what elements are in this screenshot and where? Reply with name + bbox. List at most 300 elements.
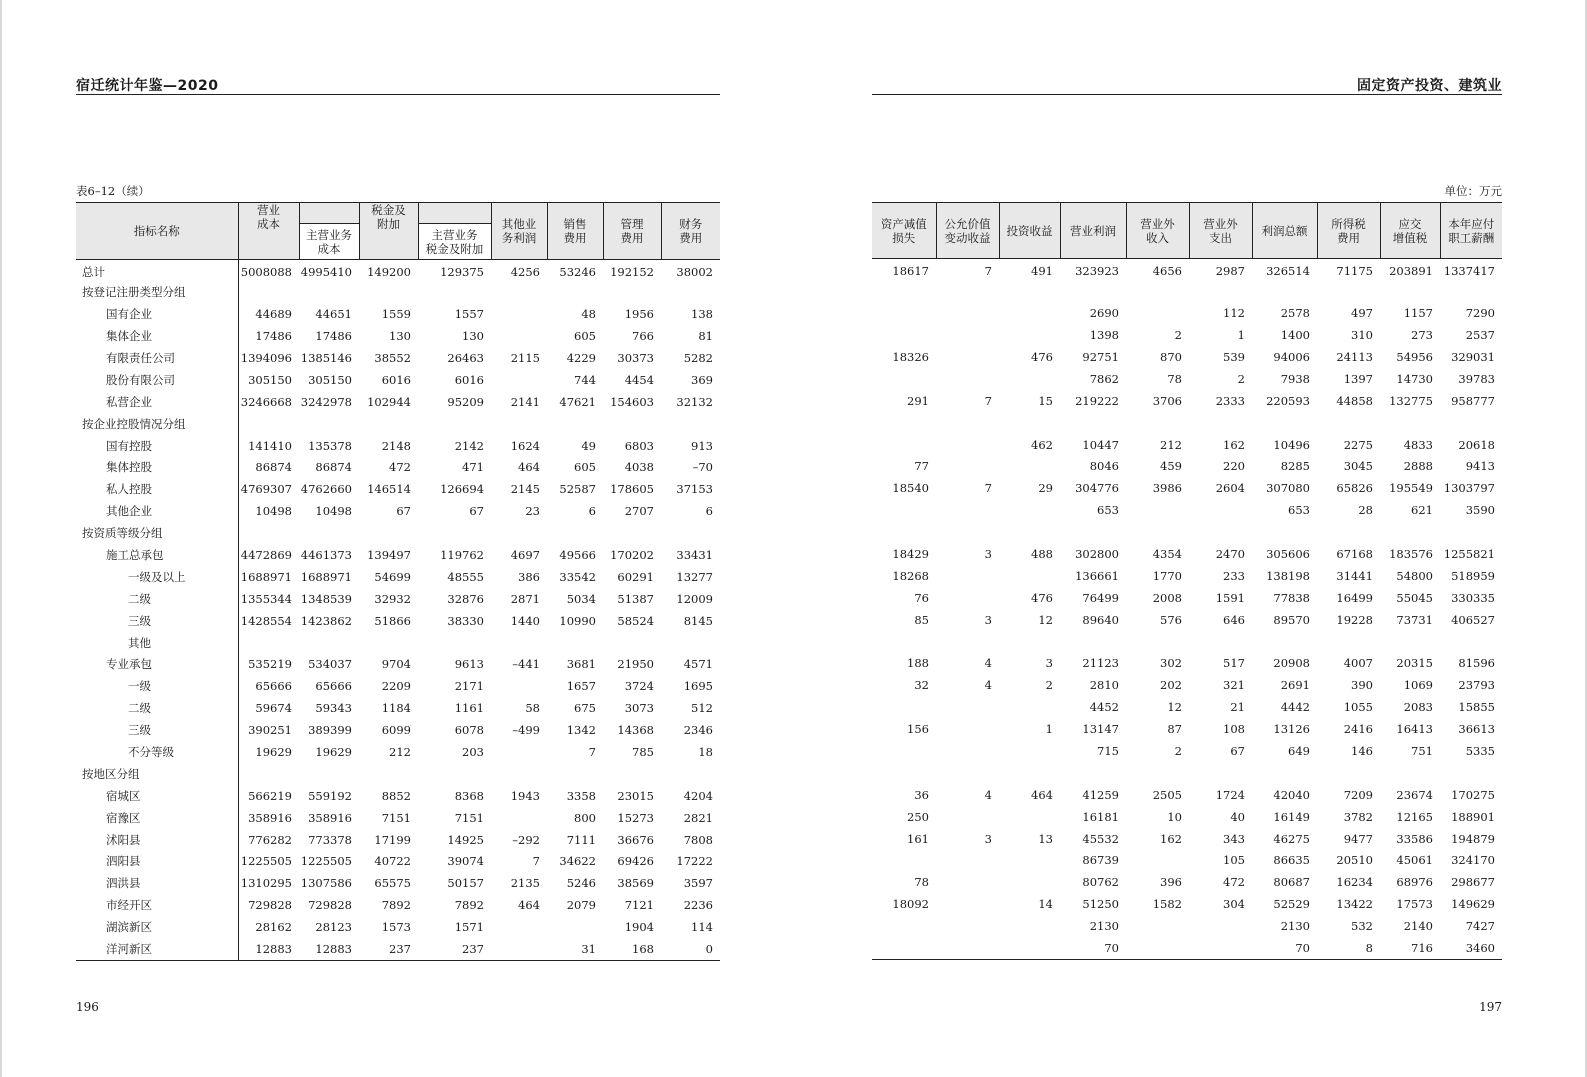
unit-caption: 单位：万元 (1444, 184, 1502, 198)
data-cell (936, 412, 999, 434)
data-cell: 12883 (255, 941, 292, 956)
data-cell: 67 (396, 504, 411, 519)
row-label: 洋河新区 (76, 938, 238, 960)
data-cell: 14 (1038, 897, 1053, 912)
data-cell: 5246 (566, 876, 596, 891)
table-row (76, 500, 720, 522)
data-cell: 3782 (1343, 809, 1373, 824)
data-cell: 138198 (1266, 568, 1310, 583)
data-cell: 358916 (248, 810, 292, 825)
data-cell (936, 740, 999, 762)
data-cell: 476 (1031, 590, 1053, 605)
table-row (76, 369, 720, 391)
table-row (872, 456, 1502, 478)
table-row (76, 457, 720, 479)
data-cell: 95209 (447, 394, 484, 409)
data-cell: 2604 (1215, 481, 1245, 496)
data-cell: 2130 (1280, 919, 1310, 934)
data-cell (547, 522, 603, 544)
data-cell: 7892 (454, 898, 484, 913)
data-cell (1126, 850, 1189, 872)
data-cell: 605 (574, 460, 596, 475)
data-cell: 48 (581, 307, 596, 322)
data-cell (491, 632, 547, 654)
data-cell: 161 (907, 831, 929, 846)
data-cell (999, 521, 1060, 543)
data-cell (936, 631, 999, 653)
data-cell (1440, 762, 1502, 784)
data-cell: 4454 (624, 372, 654, 387)
data-cell: 203891 (1389, 264, 1433, 279)
data-cell (1126, 521, 1189, 543)
data-cell: 305150 (308, 372, 352, 387)
data-cell (1317, 412, 1380, 434)
data-cell (999, 696, 1060, 718)
row-label: 总计 (76, 260, 238, 282)
data-cell: 305150 (248, 372, 292, 387)
data-cell: 559192 (308, 788, 352, 803)
data-cell: 58 (525, 701, 540, 716)
data-cell (661, 632, 720, 654)
data-cell: 1571 (454, 920, 484, 935)
row-label: 不分等级 (76, 741, 238, 763)
table-row (872, 631, 1502, 653)
data-cell (1380, 631, 1440, 653)
data-cell (1317, 631, 1380, 653)
data-cell: 38569 (617, 876, 654, 891)
data-cell (872, 302, 936, 324)
data-cell: 77 (914, 459, 929, 474)
data-cell: 476 (1031, 350, 1053, 364)
data-cell: 13 (1038, 831, 1053, 846)
table-row (76, 675, 720, 697)
data-cell: 53246 (559, 265, 596, 280)
data-cell: 776282 (248, 832, 292, 847)
data-cell: 605 (574, 329, 596, 344)
data-cell (872, 740, 936, 762)
data-cell: 4038 (624, 460, 654, 475)
data-cell: 38002 (676, 265, 713, 280)
row-label: 三级 (76, 719, 238, 741)
row-label: 私营企业 (76, 391, 238, 413)
data-cell: 135378 (308, 438, 352, 453)
data-cell (1380, 280, 1440, 302)
data-cell: 2470 (1215, 547, 1245, 562)
data-cell: 3 (984, 831, 992, 846)
data-cell: 149200 (367, 265, 411, 280)
table-row (872, 828, 1502, 850)
data-cell: 497 (1351, 306, 1373, 321)
data-cell (1126, 937, 1189, 959)
data-cell: 8046 (1089, 459, 1119, 474)
data-cell (1317, 280, 1380, 302)
data-cell: 40 (1230, 809, 1245, 824)
data-cell: 1355344 (240, 591, 292, 606)
data-cell (1189, 280, 1252, 302)
table-row (76, 938, 720, 960)
data-cell: 406527 (1451, 612, 1495, 627)
data-cell: 7 (984, 393, 992, 408)
table-row (872, 521, 1502, 543)
data-cell: 13422 (1336, 897, 1373, 912)
data-cell: 38330 (447, 613, 484, 628)
right-col-header: 营业外 收入 (1126, 203, 1189, 259)
right-data-table (872, 202, 1502, 960)
table-row (872, 740, 1502, 762)
data-cell: 17486 (255, 329, 292, 344)
data-cell: 1394096 (240, 351, 292, 365)
data-cell: 23 (525, 504, 540, 519)
data-cell: 302800 (1075, 547, 1119, 562)
data-cell: 15 (1038, 393, 1053, 408)
data-cell: 2079 (566, 898, 596, 913)
data-cell (999, 565, 1060, 587)
data-cell: 5282 (683, 351, 713, 365)
data-cell: 773378 (308, 832, 352, 847)
data-cell: 130 (389, 329, 411, 344)
data-cell: 54800 (1396, 568, 1433, 583)
data-cell: 7862 (1089, 371, 1119, 386)
data-cell: 2 (1174, 744, 1182, 759)
data-cell: 178605 (610, 482, 654, 497)
data-cell (936, 368, 999, 390)
data-cell: 6803 (624, 438, 654, 453)
data-cell (603, 413, 661, 435)
data-cell (1440, 521, 1502, 543)
row-label: 其他 (76, 632, 238, 654)
table-row (76, 303, 720, 325)
left-page-number: 196 (76, 1000, 99, 1014)
col-header-main-business-tax: 主营业务 税金及附加 (418, 223, 491, 259)
data-cell: 154603 (610, 394, 654, 409)
table-row (872, 390, 1502, 412)
data-cell: 65826 (1336, 481, 1373, 496)
data-cell: 304 (1223, 897, 1245, 912)
data-cell: 1184 (381, 701, 411, 716)
data-cell: 6016 (381, 372, 411, 387)
data-cell (491, 522, 547, 544)
data-cell: 9704 (381, 657, 411, 672)
data-cell: 28123 (315, 920, 352, 935)
data-cell: 10496 (1273, 437, 1310, 452)
data-cell (359, 522, 418, 544)
data-cell: 4452 (1089, 700, 1119, 715)
row-label: 国有企业 (76, 303, 238, 325)
row-label: 其他企业 (76, 500, 238, 522)
right-col-header: 利润总额 (1252, 203, 1317, 259)
data-cell: 65666 (255, 679, 292, 694)
data-cell: 2140 (1403, 919, 1433, 934)
data-cell: 1724 (1215, 787, 1245, 802)
data-cell: 462 (1031, 437, 1053, 452)
data-cell: 3724 (624, 679, 654, 694)
data-cell: 4 (984, 678, 992, 693)
data-cell: 566219 (248, 788, 292, 803)
right-col-header: 公允价值 变动收益 (936, 203, 999, 259)
data-cell (418, 632, 491, 654)
data-cell: 23674 (1396, 787, 1433, 802)
data-cell: 86635 (1273, 853, 1310, 868)
data-cell (999, 871, 1060, 893)
table-row (872, 280, 1502, 302)
data-cell: 44689 (255, 307, 292, 322)
data-cell: 138 (691, 307, 713, 322)
data-cell: 68976 (1396, 875, 1433, 890)
data-cell (999, 915, 1060, 937)
data-cell: 16181 (1082, 809, 1119, 824)
data-cell (418, 413, 491, 435)
data-cell: 16149 (1273, 809, 1310, 824)
data-cell: 2505 (1152, 787, 1182, 802)
data-cell: 766 (632, 329, 654, 344)
row-label: 二级 (76, 697, 238, 719)
row-label: 宿城区 (76, 785, 238, 807)
data-cell: 2142 (454, 438, 484, 453)
data-cell (1189, 499, 1252, 521)
data-cell (1440, 631, 1502, 653)
data-cell (872, 368, 936, 390)
data-cell (1189, 937, 1252, 959)
table-row (872, 477, 1502, 499)
data-cell: 67 (469, 504, 484, 519)
data-cell: 2987 (1215, 264, 1245, 279)
data-cell: 653 (1288, 503, 1310, 518)
data-cell: 195549 (1389, 481, 1433, 496)
data-cell: 1943 (510, 788, 540, 803)
data-cell: 2141 (510, 394, 540, 409)
data-cell (872, 631, 936, 653)
data-cell: 7151 (381, 810, 411, 825)
data-cell: 9413 (1465, 459, 1495, 474)
data-cell (999, 631, 1060, 653)
data-cell: –292 (512, 832, 540, 847)
data-cell (491, 807, 547, 829)
data-cell (999, 456, 1060, 478)
data-cell (1380, 762, 1440, 784)
data-cell: 51866 (374, 613, 411, 628)
data-cell: 2171 (454, 679, 484, 694)
table-row (872, 937, 1502, 959)
table-row (76, 807, 720, 829)
data-cell: 472 (1223, 875, 1245, 890)
data-cell: 716 (1411, 940, 1433, 955)
data-cell: 51387 (617, 591, 654, 606)
data-cell: 31441 (1336, 568, 1373, 583)
data-cell: 188901 (1451, 809, 1495, 824)
data-cell: 12883 (315, 941, 352, 956)
data-cell (872, 280, 936, 302)
data-cell: 10498 (315, 504, 352, 519)
data-cell: 28 (1358, 503, 1373, 518)
data-cell: 3460 (1465, 940, 1495, 955)
data-cell: 10447 (1082, 437, 1119, 452)
table-row (76, 872, 720, 894)
data-cell (872, 915, 936, 937)
data-cell: 6078 (454, 723, 484, 738)
data-cell: 330335 (1451, 590, 1495, 605)
data-cell: 183576 (1389, 547, 1433, 562)
data-cell (661, 281, 720, 303)
data-cell (1060, 521, 1126, 543)
row-label: 国有控股 (76, 435, 238, 457)
data-cell: 2707 (624, 504, 654, 519)
data-cell: 14368 (617, 723, 654, 738)
data-cell: 237 (389, 941, 411, 956)
right-col-header: 应交 增值税 (1380, 203, 1440, 259)
data-cell: 58524 (617, 613, 654, 628)
data-cell: 20908 (1273, 656, 1310, 671)
data-cell: 9477 (1343, 831, 1373, 846)
data-cell: 36676 (617, 832, 654, 847)
table-row (76, 566, 720, 588)
data-cell (872, 850, 936, 872)
data-cell: 7808 (683, 832, 713, 847)
data-cell: 1440 (510, 613, 540, 628)
data-cell: 7 (588, 745, 596, 760)
data-cell: 126694 (440, 482, 484, 497)
col-header-finance-expense: 财务 费用 (661, 203, 720, 260)
data-cell: 33542 (559, 569, 596, 584)
data-cell: 621 (1411, 503, 1433, 518)
data-cell: 38552 (374, 351, 411, 365)
data-cell: 785 (632, 745, 654, 760)
data-cell: 4656 (1152, 264, 1182, 279)
data-cell: 3073 (624, 701, 654, 716)
data-cell: 2416 (1343, 722, 1373, 737)
data-cell (238, 632, 299, 654)
table-row (76, 632, 720, 654)
col-header-main-business-cost: 主营业务 成本 (299, 223, 359, 259)
table-row (76, 347, 720, 369)
data-cell: 4461373 (300, 548, 352, 563)
data-cell: 7121 (624, 898, 654, 913)
data-cell: 2 (1237, 371, 1245, 386)
data-cell: 534037 (308, 657, 352, 672)
data-cell: 2810 (1089, 678, 1119, 693)
row-label: 沭阳县 (76, 829, 238, 851)
right-col-header: 营业利润 (1060, 203, 1126, 259)
data-cell: 310 (1351, 328, 1373, 343)
data-cell: 4571 (683, 657, 713, 672)
data-cell: 291 (907, 393, 929, 408)
data-cell: 2821 (683, 810, 713, 825)
data-cell: 18429 (892, 547, 929, 562)
data-cell (359, 413, 418, 435)
data-cell: 3 (984, 612, 992, 627)
table-row (872, 346, 1502, 368)
data-cell (872, 434, 936, 456)
data-cell: 20618 (1458, 437, 1495, 452)
table-row (76, 260, 720, 282)
data-cell: 8285 (1280, 459, 1310, 474)
data-cell (299, 281, 359, 303)
data-cell: 149629 (1451, 897, 1495, 912)
data-cell (1380, 521, 1440, 543)
left-running-title: 宿迁统计年鉴—2020 (76, 78, 219, 94)
data-cell (547, 281, 603, 303)
data-cell: 18617 (892, 264, 929, 279)
data-cell (999, 302, 1060, 324)
col-header-operating-cost-lower (238, 231, 299, 260)
table-row (872, 696, 1502, 718)
data-cell: 1423862 (300, 613, 352, 628)
data-cell: 31 (581, 941, 596, 956)
data-cell (872, 521, 936, 543)
table-row (76, 325, 720, 347)
data-cell: 1591 (1215, 590, 1245, 605)
data-cell: 49566 (559, 548, 596, 563)
data-cell: 6 (705, 504, 713, 519)
data-cell: 2 (1045, 678, 1053, 693)
data-cell: 40722 (374, 854, 411, 869)
data-cell: 21 (1230, 700, 1245, 715)
data-cell: 675 (574, 701, 596, 716)
data-cell: 130 (462, 329, 484, 344)
data-cell: 32 (914, 678, 929, 693)
data-cell (936, 587, 999, 609)
data-cell: 16413 (1396, 722, 1433, 737)
row-label: 股份有限公司 (76, 369, 238, 391)
data-cell: 321 (1223, 678, 1245, 693)
data-cell: 12165 (1396, 809, 1433, 824)
data-cell: 49 (581, 438, 596, 453)
row-label: 泗阳县 (76, 851, 238, 873)
data-cell: –499 (512, 723, 540, 738)
data-cell: 1055 (1343, 700, 1373, 715)
data-cell: 3590 (1465, 503, 1495, 518)
data-cell: 188 (907, 656, 929, 671)
data-cell: 1398 (1089, 328, 1119, 343)
data-cell: 532 (1351, 919, 1373, 934)
data-cell (1440, 280, 1502, 302)
data-cell (999, 937, 1060, 959)
data-cell (661, 413, 720, 435)
table-row (76, 916, 720, 938)
row-label: 按地区分组 (76, 763, 238, 785)
table-row (76, 785, 720, 807)
right-col-header: 投资收益 (999, 203, 1060, 259)
data-cell: 18326 (892, 350, 929, 364)
data-cell: 219222 (1075, 393, 1119, 408)
table-row (76, 588, 720, 610)
data-cell: 2275 (1343, 437, 1373, 452)
data-cell: 472 (389, 460, 411, 475)
data-cell: 517 (1223, 656, 1245, 671)
data-cell (1126, 280, 1189, 302)
data-cell (999, 740, 1060, 762)
data-cell: 18268 (892, 568, 929, 583)
data-cell: 4007 (1343, 656, 1373, 671)
data-cell: 170275 (1451, 787, 1495, 802)
data-cell: 105 (1223, 853, 1245, 868)
data-cell: 751 (1411, 744, 1433, 759)
data-cell: 36613 (1458, 722, 1495, 737)
data-cell (936, 499, 999, 521)
data-cell: 273 (1411, 328, 1433, 343)
table-row (872, 653, 1502, 675)
data-cell (1252, 631, 1317, 653)
data-cell (1126, 631, 1189, 653)
data-cell: –70 (692, 460, 713, 475)
row-label: 一级 (76, 675, 238, 697)
table-row (872, 565, 1502, 587)
data-cell (359, 281, 418, 303)
data-cell: 1557 (454, 307, 484, 322)
data-cell: 715 (1097, 744, 1119, 759)
data-cell: 2537 (1465, 328, 1495, 343)
data-cell: 5034 (566, 591, 596, 606)
data-cell: 237 (462, 941, 484, 956)
